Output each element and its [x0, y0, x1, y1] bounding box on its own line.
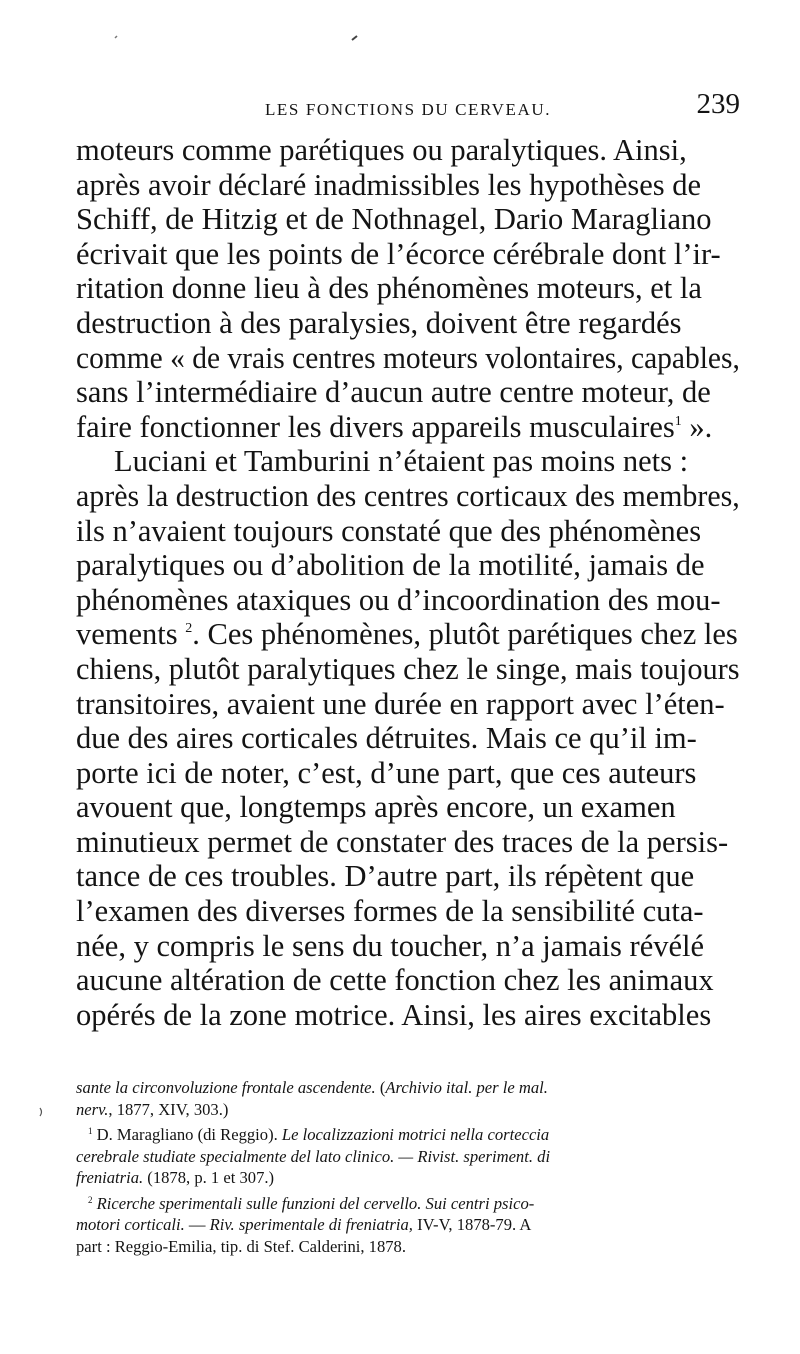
text-fragment: faire fonctionner les divers appareils musculaires — [76, 409, 675, 444]
text-line: Luciani et Tamburini n’étaient pas moins nets : — [114, 444, 689, 479]
footnote-1 — [76, 1124, 740, 1146]
text-line: après avoir déclaré inadmissibles les hypothèses de — [76, 167, 702, 202]
footnote-italic: Le localizzazioni motrici nella corteccia — [281, 1125, 550, 1144]
footnote-line: cerebrale studiate specialmente del lato clinico. — Rivist. speriment. di — [76, 1146, 551, 1166]
text-line: sans l’intermédiaire d’aucun autre centre moteur, de — [76, 375, 711, 410]
text-line: porte ici de noter, c’est, d’une part, que ces auteurs — [76, 755, 697, 790]
page-header — [76, 88, 740, 128]
footnote-text: ( — [375, 1078, 386, 1097]
text-line: ritation donne lieu à des phénomènes moteurs, et la — [76, 271, 702, 306]
footnotes — [76, 1077, 740, 1257]
footnote-italic: Riv. sperimentale di freniatria, — [209, 1215, 413, 1234]
footnote-text: D. Maragliano (di Reggio). — [92, 1125, 282, 1144]
footnote-italic: motori corticali. — [76, 1215, 185, 1234]
text-line: chiens, plutôt paralytiques chez le singe, mais toujours — [76, 651, 740, 686]
ink-speck — [352, 36, 357, 40]
text-fragment: . Ces phénomènes, plutôt parétiques chez les — [192, 617, 738, 652]
footnote-2 — [76, 1193, 740, 1215]
body-text — [76, 133, 740, 1032]
text-line: Schiff, de Hitzig et de Nothnagel, Dario Maragliano — [76, 202, 712, 237]
footnote-line — [76, 1167, 740, 1189]
text-fragment: vements — [76, 617, 178, 652]
footnote-line — [76, 1099, 740, 1121]
text-line: avouent que, longtemps après encore, un examen — [76, 790, 676, 825]
footnote-marker: 2 — [88, 1194, 93, 1205]
text-line: due des aires corticales détruites. Mais ce qu’il im- — [76, 721, 697, 756]
ink-speck — [40, 1108, 42, 1116]
text-line: née, y compris le sens du toucher, n’a jamais révélé — [76, 928, 705, 963]
footnote-text: — — [184, 1215, 210, 1234]
page-number: 239 — [696, 88, 740, 120]
footnote-text: (1878, p. 1 et 307.) — [143, 1168, 275, 1187]
footnote-line — [76, 1214, 740, 1236]
text-line: minutieux permet de constater des traces de la persis- — [76, 824, 729, 859]
text-line — [76, 410, 740, 445]
text-fragment: ». — [681, 409, 713, 444]
text-line: phénomènes ataxiques ou d’incoordination des mou- — [76, 582, 721, 617]
text-line: moteurs comme parétiques ou paralytiques. Ainsi, — [76, 133, 687, 167]
text-line: tance de ces troubles. D’autre part, ils répètent que — [76, 859, 695, 894]
footnote-ref: 2 — [185, 621, 193, 637]
running-title: LES FONCTIONS DU CERVEAU. — [264, 100, 552, 119]
text-line: aucune altération de cette fonction chez les animaux — [76, 963, 714, 998]
text-line: destruction à des paralysies, doivent être regardés — [76, 305, 682, 340]
footnote-italic: sante la circonvoluzione frontale ascendente. — [76, 1078, 376, 1097]
footnote-italic: Ricerche sperimentali sulle funzioni del cervello. Sui centri psico- — [92, 1193, 535, 1213]
text-line: après la destruction des centres corticaux des membres, — [76, 478, 740, 513]
footnote-marker: 1 — [88, 1126, 93, 1136]
text-line: comme « de vrais centres moteurs volontaires, capables, — [76, 340, 740, 375]
footnote-text: , 1877, XIV, 303.) — [108, 1099, 229, 1119]
ink-speck — [115, 36, 117, 38]
text-line: opérés de la zone motrice. Ainsi, les aires excitables — [76, 997, 712, 1032]
text-line — [76, 617, 740, 652]
footnote-italic: freniatria. — [76, 1168, 144, 1187]
footnote-line: part : Reggio-Emilia, tip. di Stef. Calderini, 1878. — [76, 1236, 406, 1256]
text-line: transitoires, avaient une durée en rapport avec l’éten- — [76, 686, 725, 721]
footnote-italic: nerv. — [76, 1099, 109, 1119]
footnote-italic: Archivio ital. per le mal. — [385, 1078, 548, 1097]
text-line: paralytiques ou d’abolition de la motilité, jamais de — [76, 548, 705, 583]
footnote-text: IV-V, 1878-79. A — [412, 1215, 532, 1234]
footnote-ref: 1 — [674, 413, 682, 429]
text-line: l’examen des diverses formes de la sensibilité cuta- — [76, 894, 704, 929]
footnote-line — [76, 1077, 740, 1099]
text-line: ils n’avaient toujours constaté que des phénomènes — [76, 513, 702, 548]
text-line: écrivait que les points de l’écorce cérébrale dont l’ir- — [76, 236, 721, 271]
